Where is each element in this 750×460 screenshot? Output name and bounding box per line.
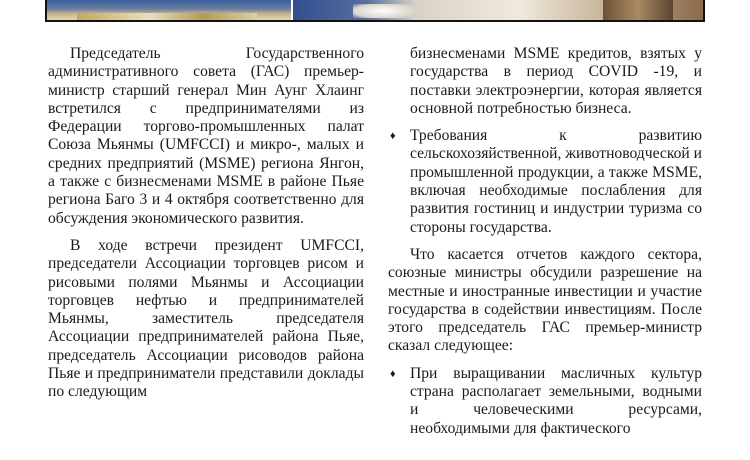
paragraph-reports: В ходе встречи президент UMFCCI, председатели Ассоциации торговцев рисом и рисовыми полями Мьянмы и Ассоциации торговцев нефтью и предпринимателей Мьянмы, заместитель председателя Ассоциации предпринимателей района Пьяе, председатель Ассоциации рисоводов района Пьяе и предприниматели представили доклады по следующим (48, 236, 364, 401)
photo-meeting-hall (47, 0, 291, 20)
right-column (388, 45, 702, 447)
bullet-item-oil-crops (388, 365, 702, 438)
bullet-text: Требования к развитию сельскохозяйственной, животноводческой и промышленной продукции, а также MSME, включая необходимые послабления для развития гостиниц и индустрии туризма со стороны государства. (410, 127, 702, 236)
photo-strip (45, 0, 705, 22)
left-column (48, 45, 364, 411)
bullet-text: При выращивании масличных культур страна располагает земельными, водными и человеческими ресурсами, необходимыми для фактического (410, 364, 702, 437)
paragraph-continued: бизнесменами MSME кредитов, взятых у государства в период COVID -19, и поставки электроэнергии, которая является основной потребностью бизнеса. (410, 45, 702, 117)
photo-meeting-table (293, 0, 703, 20)
bullet-diamond-icon: ♦ (390, 367, 396, 380)
bullet-item-requirements (388, 127, 702, 237)
paragraph-meeting-intro: Председатель Государственного административного совета (ГАС) премьер-министр старший генерал Мин Аунг Хлаинг встретился с предпринимателями из Федерации торгово-промышленных палат Союза Мьянмы (UMFCCI) и микро-, малых и средних предприятий (MSME) региона Янгон, а также с бизнесменами MSME в районе Пьяе региона Баго 3 и 4 октября соответственно для обсуждения экономического развития. (48, 45, 364, 227)
bullet-diamond-icon: ♦ (390, 130, 396, 143)
paragraph-ministers-discussion: Что касается отчетов каждого сектора, союзные министры обсудили разрешение на местные и иностранные инвестиции и участие государства в содействии инвестициям. После этого председатель ГАС премьер-министр сказал следующее: (388, 245, 702, 355)
